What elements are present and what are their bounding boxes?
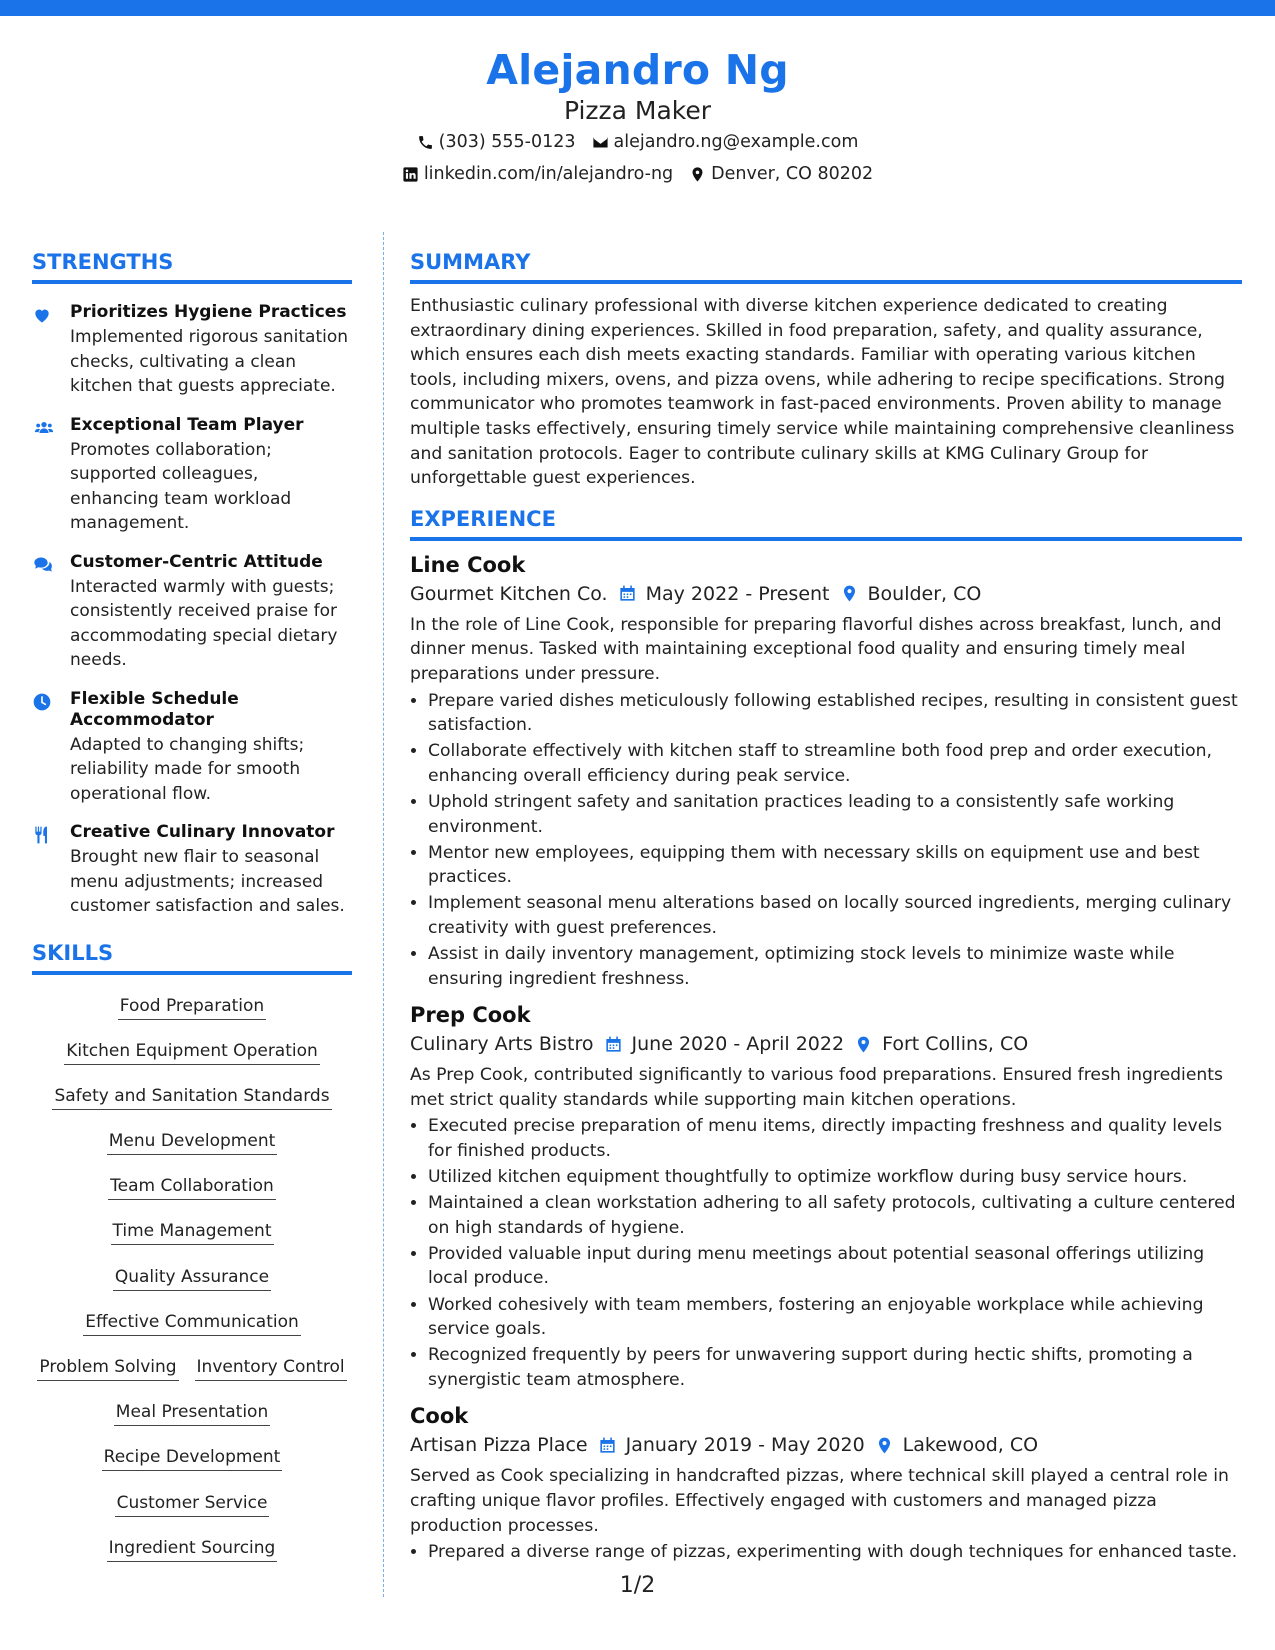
strength-item (32, 822, 352, 919)
bullet-item: • Maintained a clean workstation adhering to all safety protocols, cultivating a culture centered on high standards of hygiene. (428, 1191, 1242, 1240)
job-meta (410, 579, 1242, 609)
skill-tag: Team Collaboration (108, 1173, 276, 1200)
comments-icon (32, 555, 55, 575)
skill-tag: Menu Development (107, 1128, 278, 1155)
skill-tag: Problem Solving (37, 1354, 178, 1381)
skill-tag: Kitchen Equipment Operation (64, 1038, 320, 1065)
job-entry (410, 1402, 1242, 1564)
left-column (32, 248, 352, 1580)
phone-contact (417, 126, 576, 158)
right-column (410, 248, 1242, 1575)
strength-title: Customer-Centric Attitude (70, 551, 323, 572)
job-dates: June 2020 - April 2022 (631, 1033, 845, 1056)
strength-desc: Implemented rigorous sanitation checks, cultivating a clean kitchen that guests appreciate. (70, 327, 349, 396)
skill-tag: Safety and Sanitation Standards (52, 1083, 331, 1110)
bullet-item: • Worked cohesively with team members, fostering an enjoyable workplace while achieving service goals. (428, 1293, 1242, 1342)
strengths-heading: STRENGTHS (32, 248, 352, 284)
job-bullets (410, 1540, 1242, 1565)
skill-tag: Effective Communication (83, 1309, 301, 1336)
bullet-item: • Mentor new employees, equipping them with necessary skills on equipment use and best practices. (428, 841, 1242, 890)
experience-heading: EXPERIENCE (410, 505, 1242, 541)
linkedin-contact[interactable] (402, 158, 673, 190)
job-location: Fort Collins, CO (882, 1033, 1029, 1056)
bullet-item: • Executed precise preparation of menu items, directly impacting freshness and quality levels for finished products. (428, 1114, 1242, 1163)
skill-tag: Quality Assurance (113, 1264, 271, 1291)
calendar-icon (598, 1436, 617, 1455)
strength-item (32, 302, 352, 399)
company-name: Artisan Pizza Place (410, 1434, 588, 1457)
heart-icon (32, 305, 52, 325)
linkedin-icon (402, 166, 419, 183)
phone-icon (417, 134, 434, 151)
job-title: Cook (410, 1404, 469, 1429)
job-description: In the role of Line Cook, responsible for preparing flavorful dishes across breakfast, lunch, and dinner menus. Tasked with maintaining exceptional food quality and ensuring timely meal preparations under pressure. (410, 614, 1222, 684)
skill-tag: Meal Presentation (114, 1399, 270, 1426)
job-description: As Prep Cook, contributed significantly to various food preparations. Ensured fresh ingredients met strict quality standards while supporting main kitchen operations. (410, 1065, 1223, 1110)
resume-header (0, 44, 1275, 190)
strength-item (32, 415, 352, 536)
bullet-item: • Utilized kitchen equipment thoughtfully to optimize workflow during busy service hours. (428, 1165, 1242, 1190)
strength-title: Creative Culinary Innovator (70, 822, 335, 842)
bullet-item: • Prepare varied dishes meticulously following established recipes, resulting in consistent guest satisfaction. (428, 689, 1242, 738)
strength-desc: Adapted to changing shifts; reliability made for smooth operational flow. (70, 734, 305, 804)
email-text[interactable]: alejandro.ng@example.com (613, 132, 859, 152)
summary-heading: SUMMARY (410, 248, 1242, 284)
skills-list (32, 985, 352, 1580)
strength-desc: Brought new flair to seasonal menu adjustments; increased customer satisfaction and sales. (70, 847, 345, 916)
calendar-icon (604, 1035, 623, 1054)
job-dates: January 2019 - May 2020 (625, 1434, 865, 1457)
location-text: Denver, CO 80202 (711, 164, 874, 184)
top-accent-bar (0, 0, 1275, 16)
job-location: Lakewood, CO (902, 1434, 1039, 1457)
candidate-name: Alejandro Ng (486, 46, 789, 94)
job-bullets (410, 1114, 1242, 1392)
map-pin-icon (854, 1035, 873, 1054)
skill-tag: Time Management (111, 1218, 274, 1245)
calendar-icon (618, 584, 637, 603)
strength-title: Exceptional Team Player (70, 414, 304, 435)
email-contact[interactable] (592, 126, 859, 158)
bullet-item: • Provided valuable input during menu meetings about potential seasonal offerings utilizing local produce. (428, 1242, 1242, 1291)
column-divider (383, 232, 384, 1597)
summary-text: Enthusiastic culinary professional with diverse kitchen experience dedicated to creating extraordinary dining experiences. Skilled in food preparation, safety, and quality assurance, which ensures each dish meets exacting standards. Familiar with operating various kitchen tools, including mixers, ovens, and pizza ovens, while adhering to recipe specifications. Strong communicator who promotes teamwork in fast-paced environments. Proven ability to manage multiple tasks effectively, ensuring timely service while maintaining comprehensive cleanliness and sanitation protocols. Eager to contribute culinary skills at KMG Culinary Group for unforgettable guest experiences. (410, 296, 1235, 489)
job-bullets (410, 689, 1242, 992)
job-meta (410, 1029, 1242, 1059)
bullet-item: • Recognized frequently by peers for unwavering support during hectic shifts, promoting a synergistic team atmosphere. (428, 1343, 1242, 1392)
skill-tag: Recipe Development (102, 1444, 283, 1471)
strength-item (32, 552, 352, 673)
envelope-icon (592, 134, 609, 151)
phone-text: (303) 555-0123 (438, 132, 576, 152)
map-pin-icon (875, 1436, 894, 1455)
bullet-item: • Uphold stringent safety and sanitation practices leading to a consistently safe working environment. (428, 790, 1242, 839)
job-meta (410, 1430, 1242, 1460)
contact-row-1 (0, 126, 1275, 158)
job-location: Boulder, CO (867, 582, 982, 605)
company-name: Gourmet Kitchen Co. (410, 582, 608, 605)
bullet-item: • Collaborate effectively with kitchen staff to streamline both food prep and order execution, enhancing overall efficiency during peak service. (428, 739, 1242, 788)
strength-item (32, 689, 352, 807)
bullet-item: • Implement seasonal menu alterations based on locally sourced ingredients, merging culinary creativity with guest preferences. (428, 891, 1242, 940)
skill-tag: Inventory Control (195, 1354, 347, 1381)
contact-row-2 (0, 158, 1275, 190)
company-name: Culinary Arts Bistro (410, 1033, 594, 1056)
map-pin-icon (840, 584, 859, 603)
job-entry (410, 551, 1242, 991)
bullet-item: • Prepared a diverse range of pizzas, experimenting with dough techniques for enhanced taste. (428, 1540, 1242, 1565)
job-title: Line Cook (410, 552, 526, 577)
map-pin-icon (689, 166, 706, 183)
location-contact (689, 158, 873, 190)
job-description: Served as Cook specializing in handcrafted pizzas, where technical skill played a central role in crafting unique flavor profiles. Effectively engaged with customers and managed pizza production processes. (410, 1466, 1229, 1536)
strength-desc: Interacted warmly with guests; consistently received praise for accommodating special dietary needs. (70, 576, 338, 670)
clock-icon (32, 692, 52, 712)
skill-tag: Ingredient Sourcing (107, 1535, 278, 1562)
skills-heading: SKILLS (32, 939, 352, 975)
job-title: Prep Cook (410, 1003, 531, 1028)
job-entry (410, 1001, 1242, 1392)
candidate-title: Pizza Maker (563, 96, 712, 125)
page-number: 1/2 (619, 1573, 656, 1598)
linkedin-text[interactable]: linkedin.com/in/alejandro-ng (423, 164, 674, 184)
users-icon (32, 418, 56, 438)
skill-tag: Customer Service (115, 1490, 270, 1517)
utensils-icon (32, 825, 52, 845)
strength-title: Prioritizes Hygiene Practices (70, 302, 347, 322)
bullet-item: • Assist in daily inventory management, optimizing stock levels to minimize waste while ensuring ingredient freshness. (428, 942, 1242, 991)
job-dates: May 2022 - Present (645, 582, 830, 605)
strength-desc: Promotes collaboration; supported colleagues, enhancing team workload management. (70, 439, 292, 533)
strength-title: Flexible Schedule Accommodator (70, 688, 239, 730)
skill-tag: Food Preparation (118, 993, 266, 1020)
